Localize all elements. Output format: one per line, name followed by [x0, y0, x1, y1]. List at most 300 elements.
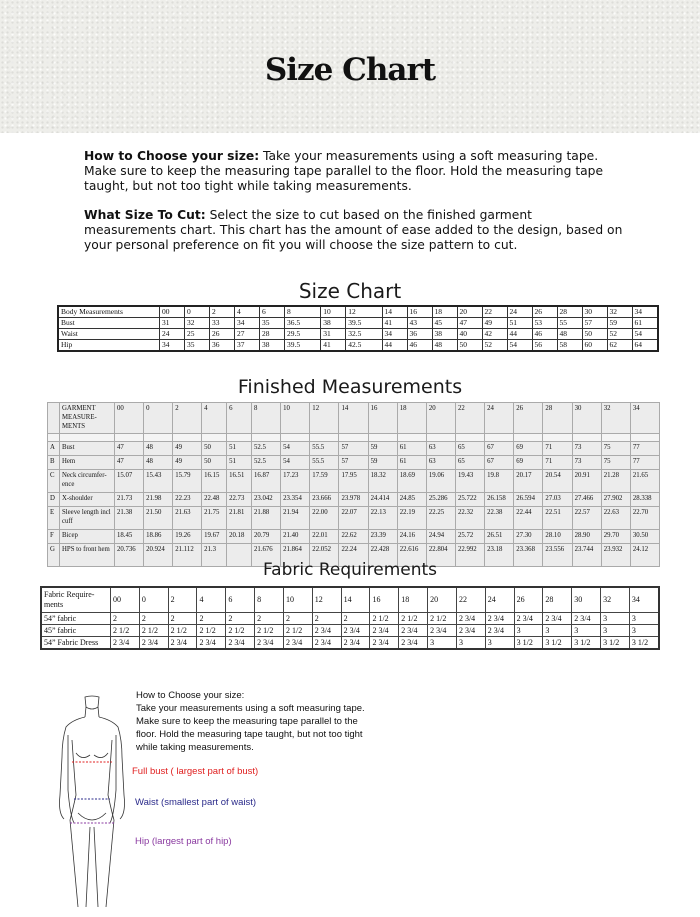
- table-cell: 22.38: [485, 507, 514, 530]
- header-cell: Fabric Require-ments: [41, 587, 111, 613]
- table-cell: C: [48, 470, 60, 493]
- table-cell: 3: [601, 625, 630, 637]
- table-cell: Sleeve length incl cuff: [60, 507, 115, 530]
- header-cell: 32: [601, 403, 630, 434]
- table-cell: 61: [632, 318, 658, 329]
- table-cell: 21.63: [173, 507, 202, 530]
- table-cell: 35: [260, 318, 285, 329]
- table-cell: 2 3/4: [341, 637, 370, 650]
- table-cell: 3: [572, 625, 601, 637]
- spacer-cell: [601, 434, 630, 442]
- table-cell: 62: [607, 340, 632, 352]
- spacer-cell: [514, 434, 543, 442]
- measure-guide-text: [136, 689, 396, 754]
- table-cell: 2 3/4: [111, 637, 140, 650]
- table-cell: 51: [227, 442, 252, 456]
- header-cell: 0: [139, 587, 168, 613]
- table-cell: 52.5: [252, 456, 281, 470]
- table-cell: 43: [407, 318, 432, 329]
- header-cell: 20: [457, 306, 482, 318]
- header-cell: 8: [252, 403, 281, 434]
- header-cell: 14: [341, 587, 370, 613]
- table-cell: 25.286: [426, 493, 455, 507]
- table-cell: 2 1/2: [111, 625, 140, 637]
- table-cell: 2: [197, 613, 226, 625]
- table-cell: 2 3/4: [197, 637, 226, 650]
- table-cell: 3: [428, 637, 457, 650]
- size-chart-table: [57, 305, 659, 352]
- table-cell: 27.03: [543, 493, 572, 507]
- header-cell: 22: [456, 587, 485, 613]
- table-cell: 3: [543, 625, 572, 637]
- table-cell: 19.06: [426, 470, 455, 493]
- table-cell: 22.73: [227, 493, 252, 507]
- table-cell: 22.428: [368, 544, 397, 567]
- table-cell: 77: [630, 442, 659, 456]
- spacer-cell: [115, 434, 144, 442]
- table-cell: 49: [173, 442, 202, 456]
- table-cell: 71: [543, 442, 572, 456]
- table-cell: 24: [160, 329, 185, 340]
- table-cell: 22.13: [368, 507, 397, 530]
- spacer-cell: [60, 434, 115, 442]
- table-cell: 55.5: [310, 456, 339, 470]
- table-cell: 49: [482, 318, 507, 329]
- table-cell: 65: [456, 442, 485, 456]
- header-cell: 16: [368, 403, 397, 434]
- header-cell: 00: [160, 306, 185, 318]
- table-row: [48, 470, 660, 493]
- size-chart-heading: Size Chart: [298, 279, 402, 303]
- table-cell: 71: [543, 456, 572, 470]
- table-row: [58, 329, 658, 340]
- table-cell: 3 1/2: [572, 637, 601, 650]
- spacer-cell: [144, 434, 173, 442]
- header-cell: 34: [630, 403, 659, 434]
- table-cell: 73: [572, 456, 601, 470]
- table-cell: 21.40: [281, 530, 310, 544]
- table-cell: 17.59: [310, 470, 339, 493]
- table-row: [41, 625, 659, 637]
- table-cell: 48: [557, 329, 582, 340]
- table-cell: 18.86: [144, 530, 173, 544]
- table-cell: 24.85: [397, 493, 426, 507]
- table-cell: 2 1/2: [139, 625, 168, 637]
- table-cell: 35: [185, 340, 210, 352]
- spacer-cell: [202, 434, 227, 442]
- table-cell: 50: [457, 340, 482, 352]
- table-cell: 15.43: [144, 470, 173, 493]
- table-cell: 45” fabric: [41, 625, 111, 637]
- header-cell: 10: [281, 403, 310, 434]
- header-cell: 16: [407, 306, 432, 318]
- table-cell: 2 3/4: [485, 613, 514, 625]
- table-cell: 50: [202, 442, 227, 456]
- table-cell: 29.5: [285, 329, 321, 340]
- table-cell: 36: [407, 329, 432, 340]
- table-cell: 47: [457, 318, 482, 329]
- table-cell: 23.18: [485, 544, 514, 567]
- table-cell: 20.736: [115, 544, 144, 567]
- table-row: [58, 318, 658, 329]
- table-cell: 22.57: [572, 507, 601, 530]
- table-cell: 2: [341, 613, 370, 625]
- hip-label: Hip (largest part of hip): [135, 836, 232, 847]
- howto-line: Make sure to keep the measuring tape parallel to the: [136, 716, 358, 727]
- table-cell: 26.594: [514, 493, 543, 507]
- table-cell: 57: [339, 456, 368, 470]
- header-cell: Body Measurements: [58, 306, 160, 318]
- table-cell: 48: [144, 456, 173, 470]
- table-cell: 23.368: [514, 544, 543, 567]
- table-cell: 54: [281, 442, 310, 456]
- table-cell: 31: [160, 318, 185, 329]
- howto-line: floor. Hold the measuring tape taught, but not too tight: [136, 729, 363, 740]
- table-cell: A: [48, 442, 60, 456]
- table-cell: 22.48: [202, 493, 227, 507]
- header-cell: 28: [557, 306, 582, 318]
- table-cell: 36.5: [285, 318, 321, 329]
- table-cell: 22.616: [397, 544, 426, 567]
- table-row: [48, 442, 660, 456]
- table-cell: 2 3/4: [572, 613, 601, 625]
- table-cell: 17.23: [281, 470, 310, 493]
- header-cell: 12: [346, 306, 382, 318]
- spacer-cell: [426, 434, 455, 442]
- table-cell: 22.992: [456, 544, 485, 567]
- table-cell: 2 3/4: [543, 613, 572, 625]
- table-cell: 16.51: [227, 470, 252, 493]
- what-size-text: Select the size to cut based on the finished garment measurements chart. This chart has the amount of ease added to the design, based on your personal preference on fit you will choose the size pattern to cut.: [84, 208, 623, 252]
- table-cell: 2 1/2: [370, 613, 399, 625]
- table-cell: 41: [382, 318, 407, 329]
- table-header-row: [58, 306, 658, 318]
- table-cell: 23.354: [281, 493, 310, 507]
- table-cell: 59: [368, 456, 397, 470]
- table-cell: 63: [426, 442, 455, 456]
- header-cell: 0: [185, 306, 210, 318]
- table-cell: 2 3/4: [456, 625, 485, 637]
- table-cell: 36: [210, 340, 235, 352]
- table-cell: 21.94: [281, 507, 310, 530]
- table-cell: 59: [607, 318, 632, 329]
- table-cell: 2 3/4: [341, 625, 370, 637]
- table-cell: 67: [485, 456, 514, 470]
- table-cell: 54: [632, 329, 658, 340]
- table-cell: 21.88: [252, 507, 281, 530]
- header-cell: 26: [532, 306, 557, 318]
- header-cell: [48, 403, 60, 434]
- header-cell: 22: [482, 306, 507, 318]
- header-cell: 8: [255, 587, 284, 613]
- table-cell: 59: [368, 442, 397, 456]
- table-cell: 39.5: [346, 318, 382, 329]
- header-cell: 26: [514, 403, 543, 434]
- table-cell: 24.414: [368, 493, 397, 507]
- table-cell: 54” Fabric Dress: [41, 637, 111, 650]
- table-cell: 25.722: [456, 493, 485, 507]
- table-cell: 61: [397, 442, 426, 456]
- table-cell: 21.3: [202, 544, 227, 567]
- table-cell: 21.73: [115, 493, 144, 507]
- table-cell: 18.45: [115, 530, 144, 544]
- table-cell: 42: [482, 329, 507, 340]
- table-cell: 52: [607, 329, 632, 340]
- table-cell: 27: [235, 329, 260, 340]
- table-cell: 3: [601, 613, 630, 625]
- table-cell: 22.62: [339, 530, 368, 544]
- table-row: [48, 507, 660, 530]
- table-cell: 32: [185, 318, 210, 329]
- table-cell: 3: [514, 625, 543, 637]
- header-cell: 10: [283, 587, 312, 613]
- table-cell: 2 1/2: [168, 625, 197, 637]
- table-cell: 3 1/2: [543, 637, 572, 650]
- choose-size-text: Take your measurements using a soft measuring tape. Make sure to keep the measuring tape parallel to the floor. Hold the measuring tape taught, but not too tight while taking measurements.: [84, 149, 604, 193]
- table-cell: 3 1/2: [601, 637, 630, 650]
- table-cell: 63: [426, 456, 455, 470]
- header-cell: 6: [260, 306, 285, 318]
- header-cell: 20: [428, 587, 457, 613]
- header-cell: 24: [485, 587, 514, 613]
- table-cell: Hem: [60, 456, 115, 470]
- table-cell: 2 3/4: [370, 637, 399, 650]
- header-cell: GARMENT MEASURE-MENTS: [60, 403, 115, 434]
- table-cell: 33: [210, 318, 235, 329]
- finished-measurements-heading: Finished Measurements: [237, 376, 463, 398]
- table-cell: 23.556: [543, 544, 572, 567]
- header-cell: 32: [607, 306, 632, 318]
- table-row: [41, 637, 659, 650]
- table-cell: Hip: [58, 340, 160, 352]
- header-cell: 4: [197, 587, 226, 613]
- table-cell: 51: [507, 318, 532, 329]
- spacer-cell: [48, 434, 60, 442]
- table-cell: 2 1/2: [226, 625, 255, 637]
- table-cell: 22.24: [339, 544, 368, 567]
- table-header-row: [48, 403, 660, 434]
- table-cell: 64: [632, 340, 658, 352]
- table-cell: 56: [532, 340, 557, 352]
- table-cell: 2 3/4: [514, 613, 543, 625]
- header-cell: 6: [226, 587, 255, 613]
- table-cell: Waist: [58, 329, 160, 340]
- header-cell: 4: [202, 403, 227, 434]
- table-cell: 75: [601, 456, 630, 470]
- table-cell: 46: [532, 329, 557, 340]
- header-cell: 30: [582, 306, 607, 318]
- table-cell: 15.07: [115, 470, 144, 493]
- full-bust-label: Full bust ( largest part of bust): [132, 766, 259, 777]
- table-cell: 22.01: [310, 530, 339, 544]
- table-row: [48, 456, 660, 470]
- spacer-cell: [368, 434, 397, 442]
- table-cell: 54” fabric: [41, 613, 111, 625]
- table-cell: 22.63: [601, 507, 630, 530]
- table-cell: 2 1/2: [255, 625, 284, 637]
- table-cell: 20.54: [543, 470, 572, 493]
- table-cell: 54: [507, 340, 532, 352]
- header-cell: 30: [572, 403, 601, 434]
- header-cell: 24: [507, 306, 532, 318]
- table-cell: 2: [283, 613, 312, 625]
- table-cell: Neck circumfer-ence: [60, 470, 115, 493]
- spacer-cell: [572, 434, 601, 442]
- header-cell: 2: [210, 306, 235, 318]
- table-cell: 61: [397, 456, 426, 470]
- table-cell: 22.70: [630, 507, 659, 530]
- table-cell: 2 3/4: [255, 637, 284, 650]
- table-cell: 3 1/2: [514, 637, 543, 650]
- table-cell: 34: [160, 340, 185, 352]
- table-cell: 2 1/2: [428, 613, 457, 625]
- header-cell: 30: [572, 587, 601, 613]
- header-cell: 00: [111, 587, 140, 613]
- table-cell: 22.052: [310, 544, 339, 567]
- table-cell: 20.18: [227, 530, 252, 544]
- table-cell: 2: [226, 613, 255, 625]
- table-cell: 23.978: [339, 493, 368, 507]
- table-cell: 21.65: [630, 470, 659, 493]
- table-cell: 15.79: [173, 470, 202, 493]
- table-cell: 42.5: [346, 340, 382, 352]
- header-cell: 34: [632, 306, 658, 318]
- header-cell: 28: [543, 403, 572, 434]
- table-cell: D: [48, 493, 60, 507]
- table-cell: 17.95: [339, 470, 368, 493]
- spacer-cell: [173, 434, 202, 442]
- header-cell: 20: [426, 403, 455, 434]
- table-cell: 26: [210, 329, 235, 340]
- table-cell: 54: [281, 456, 310, 470]
- table-cell: 2 3/4: [456, 613, 485, 625]
- choose-size-label: How to Choose your size:: [84, 149, 260, 163]
- table-cell: 34: [235, 318, 260, 329]
- table-cell: 2 3/4: [485, 625, 514, 637]
- table-cell: Bust: [58, 318, 160, 329]
- table-cell: 2 3/4: [168, 637, 197, 650]
- table-cell: 20.924: [144, 544, 173, 567]
- table-cell: 2: [255, 613, 284, 625]
- header-cell: 28: [543, 587, 572, 613]
- table-cell: 57: [339, 442, 368, 456]
- table-cell: 21.81: [227, 507, 252, 530]
- table-cell: 44: [382, 340, 407, 352]
- header-cell: 6: [227, 403, 252, 434]
- header-cell: 26: [514, 587, 543, 613]
- table-cell: 27.30: [514, 530, 543, 544]
- table-cell: 18.32: [368, 470, 397, 493]
- spacer-cell: [397, 434, 426, 442]
- table-cell: 2 3/4: [312, 637, 341, 650]
- header-cell: 00: [115, 403, 144, 434]
- table-cell: 57: [582, 318, 607, 329]
- table-cell: 2 1/2: [283, 625, 312, 637]
- table-cell: 44: [507, 329, 532, 340]
- header-cell: 18: [432, 306, 457, 318]
- table-cell: 2 1/2: [399, 613, 428, 625]
- table-cell: 27.466: [572, 493, 601, 507]
- table-cell: 2: [168, 613, 197, 625]
- table-cell: 28: [260, 329, 285, 340]
- header-cell: 0: [144, 403, 173, 434]
- header-cell: 14: [339, 403, 368, 434]
- table-cell: 2 3/4: [283, 637, 312, 650]
- header-cell: 18: [399, 587, 428, 613]
- table-cell: 48: [432, 340, 457, 352]
- spacer-row: [48, 434, 660, 442]
- table-cell: 52: [482, 340, 507, 352]
- table-cell: 23.39: [368, 530, 397, 544]
- header-cell: 8: [285, 306, 321, 318]
- table-cell: X-shoulder: [60, 493, 115, 507]
- table-cell: 26.51: [485, 530, 514, 544]
- table-row: [48, 493, 660, 507]
- header-cell: 18: [397, 403, 426, 434]
- table-cell: 28.338: [630, 493, 659, 507]
- table-cell: 19.43: [456, 470, 485, 493]
- table-row: [48, 530, 660, 544]
- header-cell: 2: [173, 403, 202, 434]
- table-cell: 22.32: [456, 507, 485, 530]
- table-cell: 28.90: [572, 530, 601, 544]
- table-cell: 41: [321, 340, 346, 352]
- table-cell: 23.932: [601, 544, 630, 567]
- table-cell: 21.38: [115, 507, 144, 530]
- table-cell: 32.5: [346, 329, 382, 340]
- table-cell: 21.50: [144, 507, 173, 530]
- table-cell: 73: [572, 442, 601, 456]
- table-cell: 21.676: [252, 544, 281, 567]
- table-cell: 34: [382, 329, 407, 340]
- table-header-row: [41, 587, 659, 613]
- table-row: [58, 340, 658, 352]
- table-cell: 2: [111, 613, 140, 625]
- header-cell: 14: [382, 306, 407, 318]
- table-cell: 30.50: [630, 530, 659, 544]
- table-cell: 29.70: [601, 530, 630, 544]
- table-cell: 75: [601, 442, 630, 456]
- table-cell: 21.98: [144, 493, 173, 507]
- table-cell: 21.864: [281, 544, 310, 567]
- table-cell: 20.79: [252, 530, 281, 544]
- table-cell: 2 3/4: [226, 637, 255, 650]
- table-cell: 24.16: [397, 530, 426, 544]
- table-cell: 3: [456, 637, 485, 650]
- header-cell: 2: [168, 587, 197, 613]
- table-row: [41, 613, 659, 625]
- table-cell: 65: [456, 456, 485, 470]
- table-cell: 55: [557, 318, 582, 329]
- spacer-cell: [339, 434, 368, 442]
- table-cell: 18.69: [397, 470, 426, 493]
- table-cell: 22.804: [426, 544, 455, 567]
- spacer-cell: [310, 434, 339, 442]
- howto-line: How to Choose your size:: [136, 690, 245, 701]
- table-cell: 21.112: [173, 544, 202, 567]
- spacer-cell: [543, 434, 572, 442]
- spacer-cell: [227, 434, 252, 442]
- table-cell: 23.042: [252, 493, 281, 507]
- body-figure-illustration: [52, 695, 132, 910]
- header-cell: 22: [456, 403, 485, 434]
- table-cell: 47: [115, 456, 144, 470]
- table-cell: E: [48, 507, 60, 530]
- table-cell: 22.51: [543, 507, 572, 530]
- table-cell: 50: [202, 456, 227, 470]
- table-cell: 60: [582, 340, 607, 352]
- table-cell: 51: [227, 456, 252, 470]
